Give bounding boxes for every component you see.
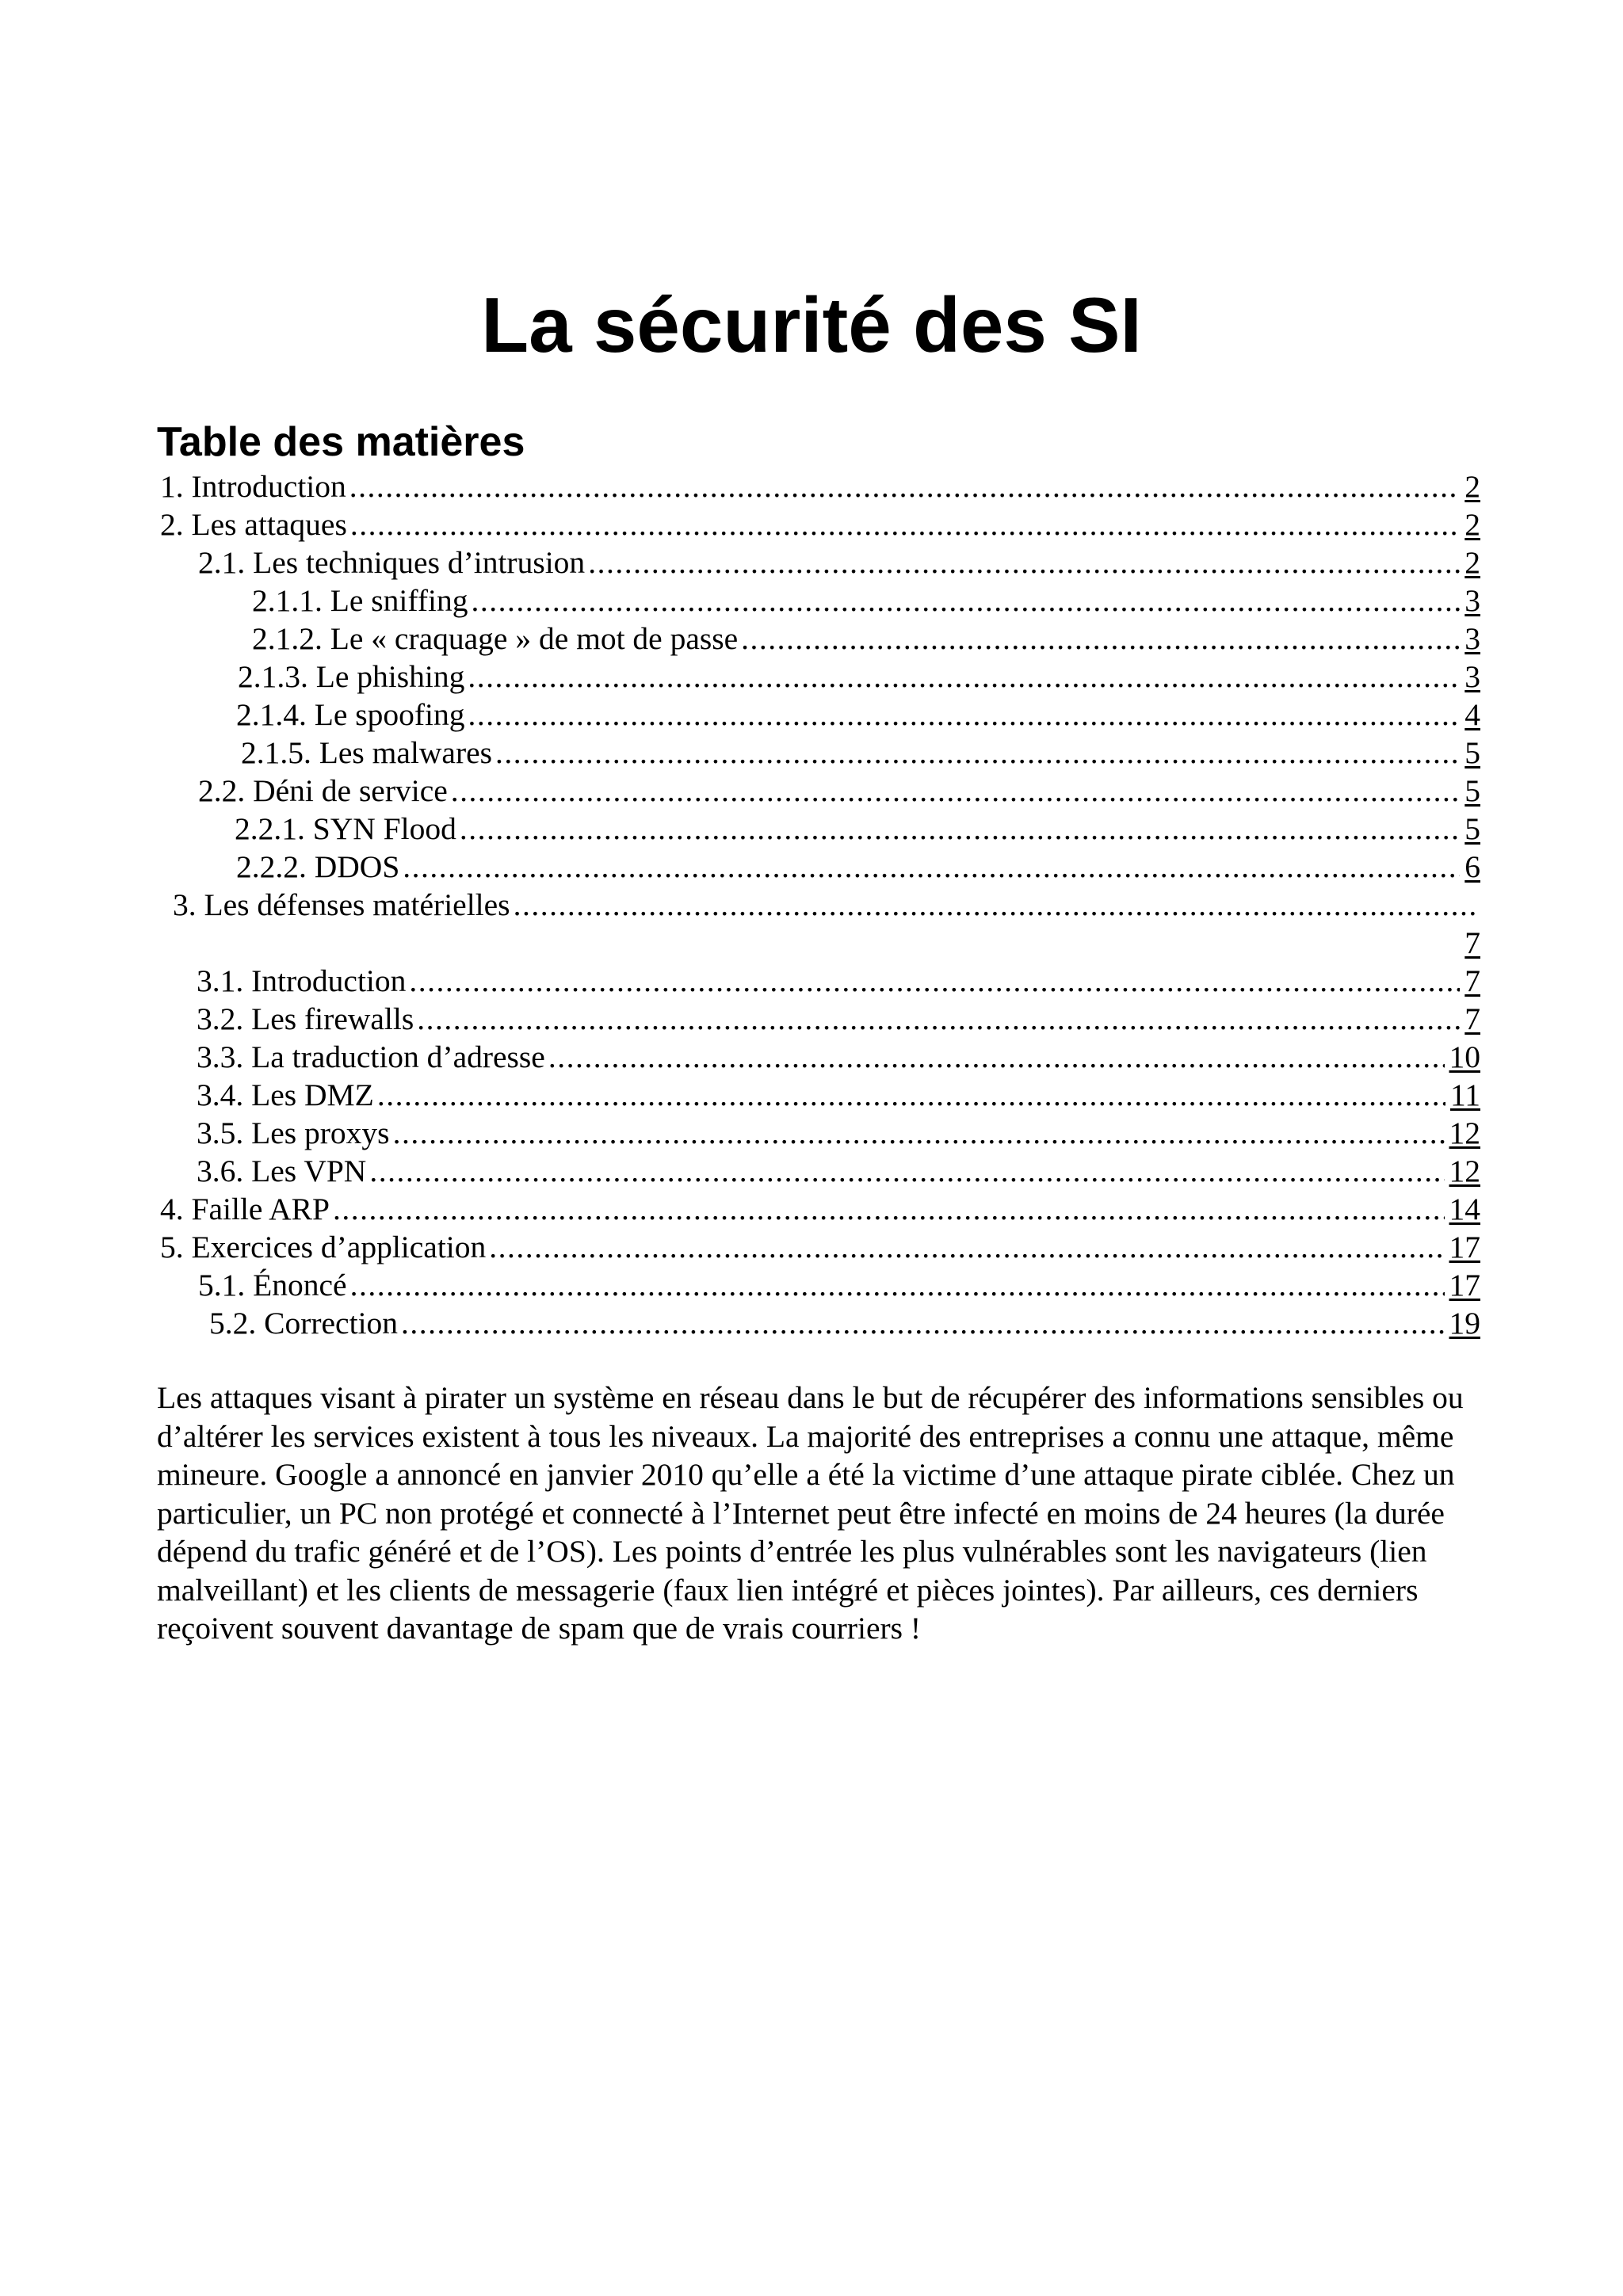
toc-entry-label: 2.1.2. Le « craquage » de mot de passe (252, 621, 739, 656)
toc-page-link[interactable]: 7 (1465, 1001, 1480, 1036)
toc-page-link[interactable]: 6 (1465, 849, 1480, 884)
toc-leader (393, 1114, 1445, 1152)
toc-entry[interactable] (160, 467, 1480, 505)
toc-page-link[interactable]: 11 (1449, 1077, 1480, 1112)
toc-page-link[interactable]: 12 (1449, 1116, 1480, 1150)
toc-leader (403, 848, 1460, 886)
toc-entry[interactable] (160, 1228, 1480, 1266)
toc-leader (460, 810, 1460, 848)
toc-entry[interactable] (198, 543, 1480, 582)
toc-entry-label: 2.2.1. SYN Flood (235, 811, 456, 846)
toc-entry[interactable] (238, 658, 1480, 696)
toc-entry[interactable] (252, 582, 1480, 620)
toc-page-link[interactable]: 5 (1465, 773, 1480, 808)
toc-leader (495, 734, 1460, 772)
toc-entry-label: 5.2. Correction (209, 1306, 399, 1341)
toc-entry-label: 3.1. Introduction (197, 963, 407, 998)
toc-entry-label: 2.1.1. Le sniffing (252, 583, 468, 618)
toc-entry-label: 2.1. Les techniques d’intrusion (198, 545, 586, 580)
toc-page-link[interactable]: 17 (1449, 1230, 1480, 1264)
toc-entry-label: 3.2. Les firewalls (197, 1001, 414, 1036)
toc-leader (333, 1190, 1445, 1228)
toc-entry-label: 2.2.2. DDOS (236, 849, 400, 884)
toc-page-link[interactable]: 4 (1465, 697, 1480, 732)
toc-leader (377, 1076, 1445, 1114)
toc-entry[interactable] (197, 962, 1480, 1000)
toc-leader (514, 886, 1476, 924)
toc-entry[interactable] (241, 734, 1480, 772)
toc-entry-label: 2.1.4. Le spoofing (236, 697, 465, 732)
toc-entry[interactable] (173, 886, 1480, 924)
toc-page-link[interactable]: 7 (1465, 963, 1480, 998)
toc-page-link[interactable]: 3 (1465, 583, 1480, 618)
toc-heading: Table des matières (157, 419, 525, 465)
toc-entry[interactable] (197, 1038, 1480, 1076)
toc-entry[interactable] (236, 696, 1480, 734)
toc-page-link[interactable]: 2 (1465, 545, 1480, 580)
toc-entry-label: 2. Les attaques (160, 507, 347, 542)
toc-leader (468, 658, 1460, 696)
toc-entry-label: 4. Faille ARP (160, 1192, 330, 1226)
toc-leader (489, 1228, 1444, 1266)
toc-page-link[interactable]: 14 (1449, 1192, 1480, 1226)
toc-entry-label: 3.4. Les DMZ (197, 1077, 374, 1112)
toc-entry[interactable] (236, 848, 1480, 886)
toc-page-link[interactable]: 5 (1465, 735, 1480, 770)
toc-page-link[interactable]: 3 (1465, 621, 1480, 656)
toc-leader (417, 1000, 1460, 1038)
toc-entry-label: 5.1. Énoncé (198, 1268, 347, 1302)
toc-page-link[interactable]: 17 (1449, 1268, 1480, 1302)
toc-entry[interactable] (198, 1266, 1480, 1304)
toc-entry-label: 3.5. Les proxys (197, 1116, 390, 1150)
toc-entry[interactable] (160, 505, 1480, 543)
toc-entry[interactable] (197, 1114, 1480, 1152)
toc-entry-label: 1. Introduction (160, 469, 346, 504)
toc-entry-label: 2.2. Déni de service (198, 773, 448, 808)
toc-entry-label: 2.1.5. Les malwares (241, 735, 493, 770)
toc-leader (409, 962, 1460, 1000)
toc-leader (350, 1266, 1445, 1304)
toc-page-link[interactable]: 3 (1465, 659, 1480, 694)
toc-entry-label: 3.3. La traduction d’adresse (197, 1039, 545, 1074)
toc-entry-label: 2.1.3. Le phishing (238, 659, 465, 694)
toc-leader (349, 467, 1460, 505)
toc-page-link[interactable]: 12 (1449, 1154, 1480, 1188)
toc-entry[interactable] (209, 1304, 1480, 1342)
toc-page-link[interactable]: 10 (1449, 1039, 1480, 1074)
toc-leader (401, 1304, 1444, 1342)
toc-entry[interactable] (235, 810, 1480, 848)
toc-entry[interactable] (197, 1076, 1480, 1114)
toc-page-link[interactable]: 2 (1465, 507, 1480, 542)
document-title: La sécurité des SI (481, 281, 1142, 368)
toc-leader (350, 505, 1460, 543)
toc-page-link[interactable]: 2 (1465, 469, 1480, 504)
toc-leader (741, 620, 1460, 658)
toc-page-link[interactable]: 19 (1449, 1306, 1480, 1341)
toc-entry[interactable] (160, 1190, 1480, 1228)
toc-leader (471, 582, 1460, 620)
toc-entry[interactable] (252, 620, 1480, 658)
intro-paragraph: Les attaques visant à pirater un système en réseau dans le but de récupérer des informations sensibles ou d’altérer les services existent à tous les niveaux. La majorité des entreprises a connu une attaque, même mineure. Google a annoncé en janvier 2010 qu’elle a été la victime d’une attaque pirate ciblée. Chez un particulier, un PC non protégé et connecté à l’Internet peut être infecté en moins de 24 heures (la durée dépend du trafic généré et de l’OS). Les points d’entrée les plus vulnérables sont les navigateurs (lien malveillant) et les clients de messagerie (faux lien intégré et pièces jointes). Par ailleurs, ces derniers reçoivent souvent davantage de spam que de vrais courriers ! (157, 1380, 1464, 1646)
toc-page-link[interactable]: 7 (1465, 925, 1480, 960)
toc-entry-label: 3. Les défenses matérielles (173, 887, 510, 922)
toc-leader (548, 1038, 1445, 1076)
toc-page-link[interactable]: 5 (1465, 811, 1480, 846)
toc-entry-label: 5. Exercices d’application (160, 1230, 487, 1264)
toc-leader (468, 696, 1461, 734)
toc-leader (451, 772, 1460, 810)
toc-leader (369, 1152, 1444, 1190)
toc-entry-label: 3.6. Les VPN (197, 1154, 367, 1188)
toc-entry[interactable] (197, 1152, 1480, 1190)
toc-entry[interactable] (197, 1000, 1480, 1038)
toc-leader (588, 543, 1460, 582)
toc-entry[interactable] (198, 772, 1480, 810)
